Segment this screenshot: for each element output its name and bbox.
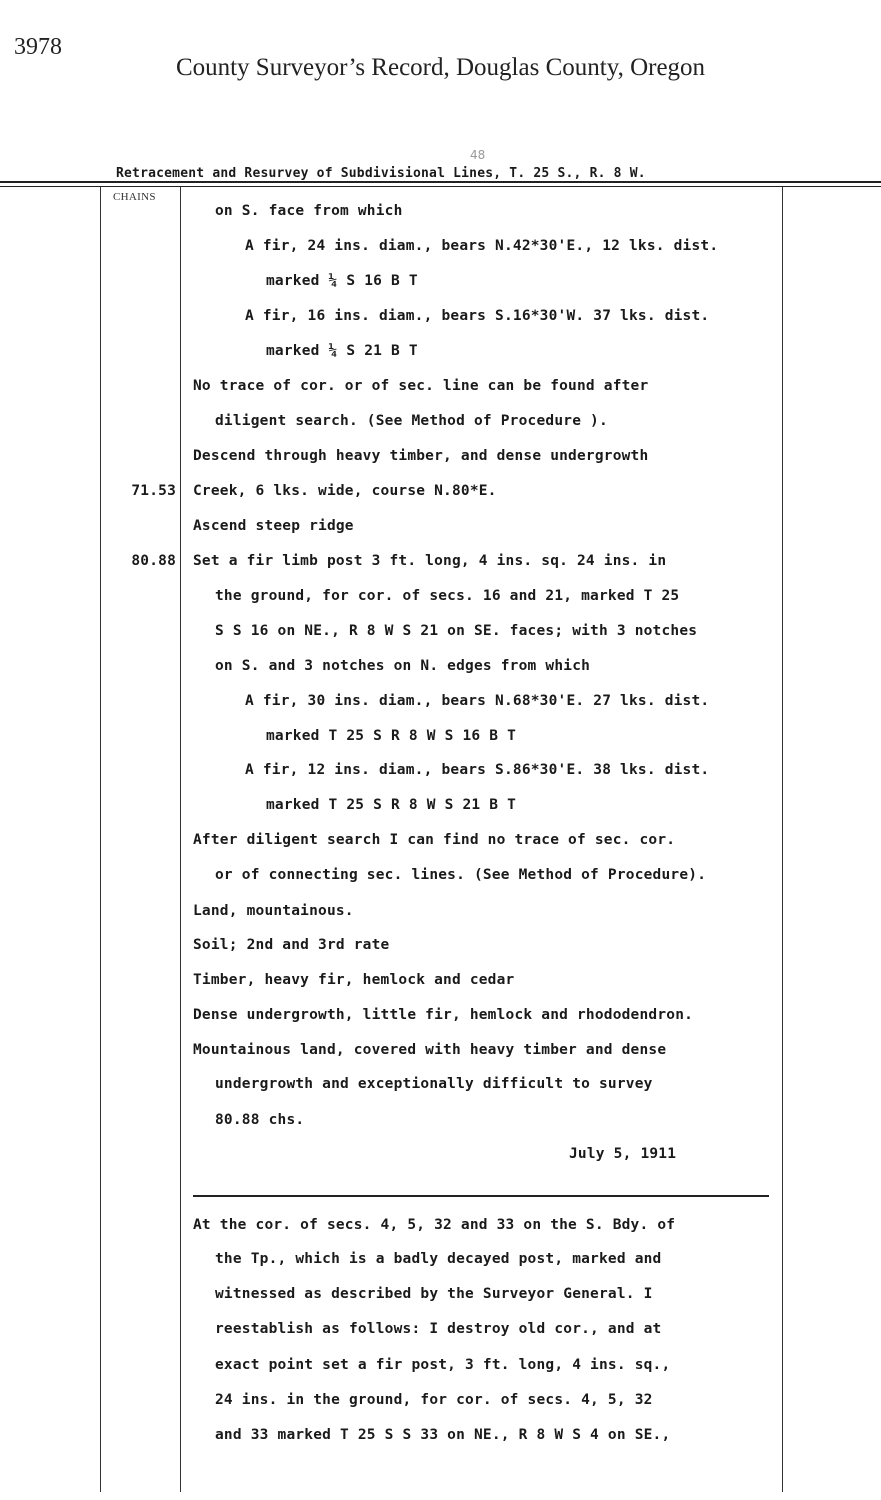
entry-line: Ascend steep ridge bbox=[193, 518, 354, 534]
left-column-line bbox=[100, 187, 101, 1492]
entry-line: marked ¼ S 21 B T bbox=[266, 343, 418, 359]
entry-line: Mountainous land, covered with heavy timber and dense bbox=[193, 1042, 667, 1058]
pencil-mark: 48 bbox=[470, 148, 486, 162]
entry-line: the ground, for cor. of secs. 16 and 21, marked T 25 bbox=[215, 588, 680, 604]
entry-line: Set a fir limb post 3 ft. long, 4 ins. sq. 24 ins. in bbox=[193, 553, 667, 569]
entry-line: on S. face from which bbox=[215, 203, 403, 219]
entry-line: After diligent search I can find no trace of sec. cor. bbox=[193, 832, 676, 848]
chain-value: 71.53 bbox=[131, 483, 176, 499]
record-title: County Surveyor’s Record, Douglas County, Oregon bbox=[175, 54, 706, 81]
entry-line: Timber, heavy fir, hemlock and cedar bbox=[193, 972, 515, 988]
section-heading: Retracement and Resurvey of Subdivisional Lines, T. 25 S., R. 8 W. bbox=[116, 166, 646, 181]
chains-column-header: CHAINS bbox=[113, 191, 156, 203]
top-rule bbox=[0, 181, 881, 183]
entry-line: Soil; 2nd and 3rd rate bbox=[193, 937, 390, 953]
entry-line: A fir, 24 ins. diam., bears N.42*30'E., 12 lks. dist. bbox=[245, 238, 719, 254]
entry-line: the Tp., which is a badly decayed post, marked and bbox=[215, 1251, 662, 1267]
entry-line: Creek, 6 lks. wide, course N.80*E. bbox=[193, 483, 497, 499]
chain-value: 80.88 bbox=[131, 553, 176, 569]
entry-line: undergrowth and exceptionally difficult to survey bbox=[215, 1076, 653, 1092]
entry-line: marked T 25 S R 8 W S 21 B T bbox=[266, 797, 517, 813]
entry-line: and 33 marked T 25 S S 33 on NE., R 8 W S 4 on SE., bbox=[215, 1427, 671, 1443]
entry-line: marked ¼ S 16 B T bbox=[266, 273, 418, 289]
entry-line: No trace of cor. or of sec. line can be found after bbox=[193, 378, 649, 394]
right-column-line bbox=[782, 187, 783, 1492]
page-number: 3978 bbox=[14, 34, 62, 60]
entry-line: on S. and 3 notches on N. edges from which bbox=[215, 658, 591, 674]
entry-line: Land, mountainous. bbox=[193, 903, 354, 919]
entry-line: 24 ins. in the ground, for cor. of secs. 4, 5, 32 bbox=[215, 1392, 653, 1408]
entry-line: diligent search. (See Method of Procedure ). bbox=[215, 413, 608, 429]
entry-line: Dense undergrowth, little fir, hemlock and rhododendron. bbox=[193, 1007, 694, 1023]
entry-line: A fir, 16 ins. diam., bears S.16*30'W. 37 lks. dist. bbox=[245, 308, 710, 324]
entry-line: witnessed as described by the Surveyor General. I bbox=[215, 1286, 653, 1302]
entry-line: marked T 25 S R 8 W S 16 B T bbox=[266, 728, 517, 744]
entry-line: 80.88 chs. bbox=[215, 1112, 305, 1128]
entry-line: reestablish as follows: I destroy old cor., and at bbox=[215, 1321, 662, 1337]
entry-line: exact point set a fir post, 3 ft. long, 4 ins. sq., bbox=[215, 1357, 671, 1373]
entry-line: At the cor. of secs. 4, 5, 32 and 33 on the S. Bdy. of bbox=[193, 1217, 676, 1233]
entry-divider bbox=[193, 1195, 769, 1197]
entry-date: July 5, 1911 bbox=[569, 1146, 677, 1162]
entry-line: Descend through heavy timber, and dense undergrowth bbox=[193, 448, 649, 464]
chains-column-line bbox=[180, 187, 181, 1492]
top-rule-secondary bbox=[0, 186, 881, 187]
entry-line: A fir, 30 ins. diam., bears N.68*30'E. 27 lks. dist. bbox=[245, 693, 710, 709]
entry-line: A fir, 12 ins. diam., bears S.86*30'E. 38 lks. dist. bbox=[245, 762, 710, 778]
entry-line: S S 16 on NE., R 8 W S 21 on SE. faces; with 3 notches bbox=[215, 623, 698, 639]
entry-line: or of connecting sec. lines. (See Method of Procedure). bbox=[215, 867, 707, 883]
